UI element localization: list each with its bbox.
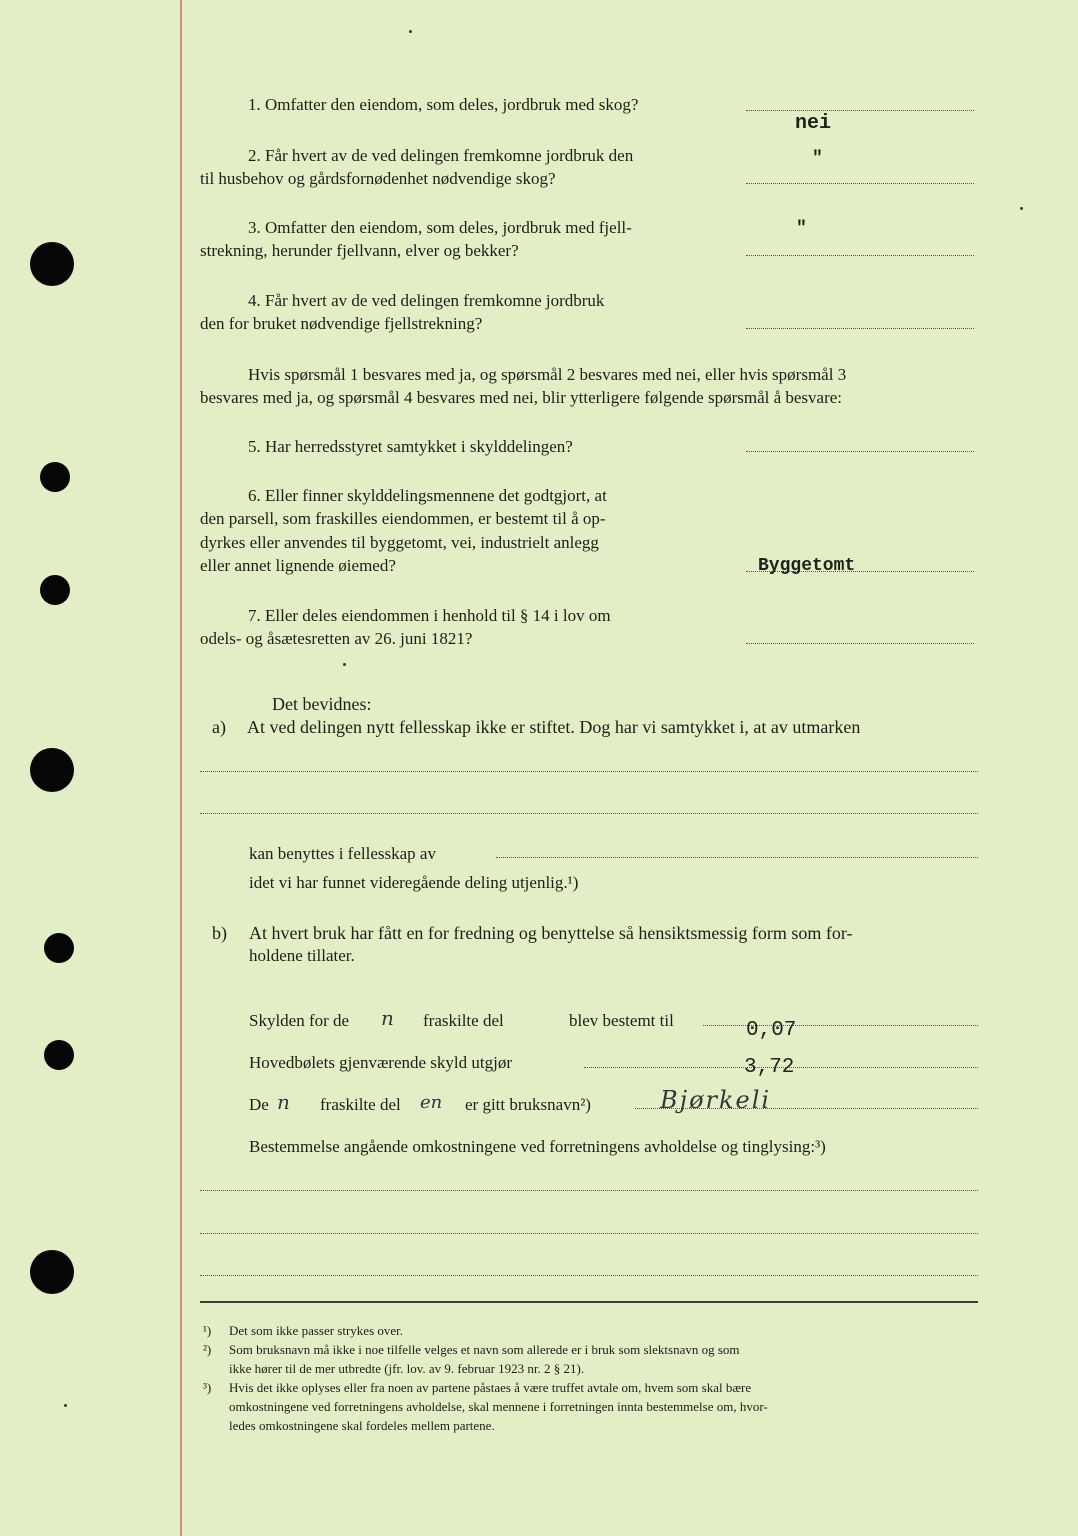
shared-use-label: kan benyttes i fellesskap av	[249, 844, 436, 863]
question-4-line-2: den for bruket nødvendige fjellstrekning?	[200, 314, 483, 333]
blank-line	[200, 1275, 978, 1276]
question-6-line-4: eller annet lignende øiemed?	[200, 556, 396, 575]
footnote-rule	[200, 1301, 978, 1303]
finding-text: idet vi har funnet videregående deling utjenlig.¹)	[249, 873, 579, 892]
question-2-line-2: til husbehov og gårdsfornødenhet nødvendige skog?	[200, 169, 556, 188]
remaining-value: 3,72	[744, 1056, 795, 1079]
binder-hole	[40, 462, 70, 492]
answer-line	[703, 1025, 978, 1026]
item-b-label: b)	[212, 923, 227, 943]
question-7-line-2: odels- og åsætesretten av 26. juni 1821?	[200, 629, 473, 648]
item-a-label: a)	[212, 717, 226, 737]
speck	[1020, 207, 1023, 210]
answer-1: nei	[795, 112, 832, 135]
name-handwriting-1: n	[277, 1090, 290, 1114]
footnote-3-line-2: omkostningene ved forretningens avholdelse, skal mennene i forretningen innta bestemmelse om, hvor-	[229, 1399, 768, 1414]
blank-line	[496, 857, 978, 858]
item-b-line-2: holdene tillater.	[249, 946, 355, 965]
footnote-3-line-3: ledes omkostningene skal fordeles mellem partene.	[229, 1418, 495, 1433]
answer-6: Byggetomt	[758, 556, 856, 576]
blank-line	[200, 771, 978, 772]
question-3-line-1: 3. Omfatter den eiendom, som deles, jordbruk med fjell-	[248, 218, 632, 237]
footnote-1: Det som ikke passer strykes over.	[229, 1323, 404, 1338]
answer-line	[746, 110, 974, 111]
answer-3: "	[796, 219, 807, 239]
item-a-text: At ved delingen nytt fellesskap ikke er stiftet. Dog har vi samtykket i, at av utmarken	[247, 717, 861, 737]
blank-line	[200, 1233, 978, 1234]
name-handwriting-2: en	[420, 1092, 443, 1113]
margin-line	[180, 0, 182, 1536]
question-1: 1. Omfatter den eiendom, som deles, jordbruk med skog?	[248, 95, 639, 114]
certification-heading: Det bevidnes:	[272, 694, 372, 714]
condition-line-2: besvares med ja, og spørsmål 4 besvares med nei, blir ytterligere følgende spørsmål å besvare:	[200, 388, 843, 407]
footnote-2-line-2: ikke hører til de mer utbredte (jfr. lov. av 9. februar 1923 nr. 2 § 21).	[229, 1361, 585, 1376]
tax-label-2: fraskilte del	[423, 1011, 504, 1030]
answer-line	[746, 451, 974, 452]
question-4-line-1: 4. Får hvert av de ved delingen fremkomne jordbruk	[248, 291, 605, 310]
answer-line	[746, 328, 974, 329]
question-7-line-1: 7. Eller deles eiendommen i henhold til § 14 i lov om	[248, 606, 611, 625]
speck	[409, 30, 412, 33]
question-3-line-2: strekning, herunder fjellvann, elver og bekker?	[200, 241, 519, 260]
footnote-3-mark: ³)	[203, 1380, 212, 1395]
speck	[343, 663, 346, 666]
binder-hole	[40, 575, 70, 605]
speck	[64, 1404, 67, 1407]
condition-line-1: Hvis spørsmål 1 besvares med ja, og spørsmål 2 besvares med nei, eller hvis spørsmål 3	[248, 365, 847, 384]
question-5: 5. Har herredsstyret samtykket i skylddelingen?	[248, 437, 573, 456]
binder-hole	[30, 748, 74, 792]
answer-line	[746, 643, 974, 644]
footnote-1-mark: ¹)	[203, 1323, 212, 1338]
binder-hole	[30, 242, 74, 286]
footnote-3-line-1: Hvis det ikke oplyses eller fra noen av partene påstaes å være truffet avtale om, hvem som skal bære	[229, 1380, 752, 1395]
tax-handwriting-1: n	[381, 1006, 394, 1030]
answer-line	[746, 183, 974, 184]
tax-value: 0,07	[746, 1019, 797, 1042]
question-6-line-2: den parsell, som fraskilles eiendommen, er bestemt til å op-	[200, 509, 606, 528]
answer-line	[746, 255, 974, 256]
costs-label: Bestemmelse angående omkostningene ved forretningens avholdelse og tinglysing:³)	[249, 1137, 826, 1156]
name-label-2: fraskilte del	[320, 1095, 401, 1114]
name-label-1: De	[249, 1095, 269, 1114]
footnote-2-line-1: Som bruksnavn må ikke i noe tilfelle velges et navn som allerede er i bruk som slektsnavn og som	[229, 1342, 740, 1357]
blank-line	[200, 1190, 978, 1191]
answer-2: "	[812, 149, 823, 169]
question-2-line-1: 2. Får hvert av de ved delingen fremkomne jordbruk den	[248, 146, 634, 165]
binder-hole	[44, 933, 74, 963]
question-6-line-1: 6. Eller finner skylddelingsmennene det godtgjort, at	[248, 486, 607, 505]
tax-label-1: Skylden for de	[249, 1011, 350, 1030]
blank-line	[200, 813, 978, 814]
tax-label-3: blev bestemt til	[569, 1011, 674, 1030]
binder-hole	[44, 1040, 74, 1070]
item-b-line-1: At hvert bruk har fått en for fredning og benyttelse så hensiktsmessig form som for-	[249, 923, 853, 943]
question-6-line-3: dyrkes eller anvendes til byggetomt, vei, industrielt anlegg	[200, 533, 599, 552]
name-label-3: er gitt bruksnavn²)	[465, 1095, 591, 1114]
farm-name: Bjørkeli	[660, 1086, 772, 1114]
binder-hole	[30, 1250, 74, 1294]
footnote-2-mark: ²)	[203, 1342, 212, 1357]
remaining-label: Hovedbølets gjenværende skyld utgjør	[249, 1053, 512, 1072]
